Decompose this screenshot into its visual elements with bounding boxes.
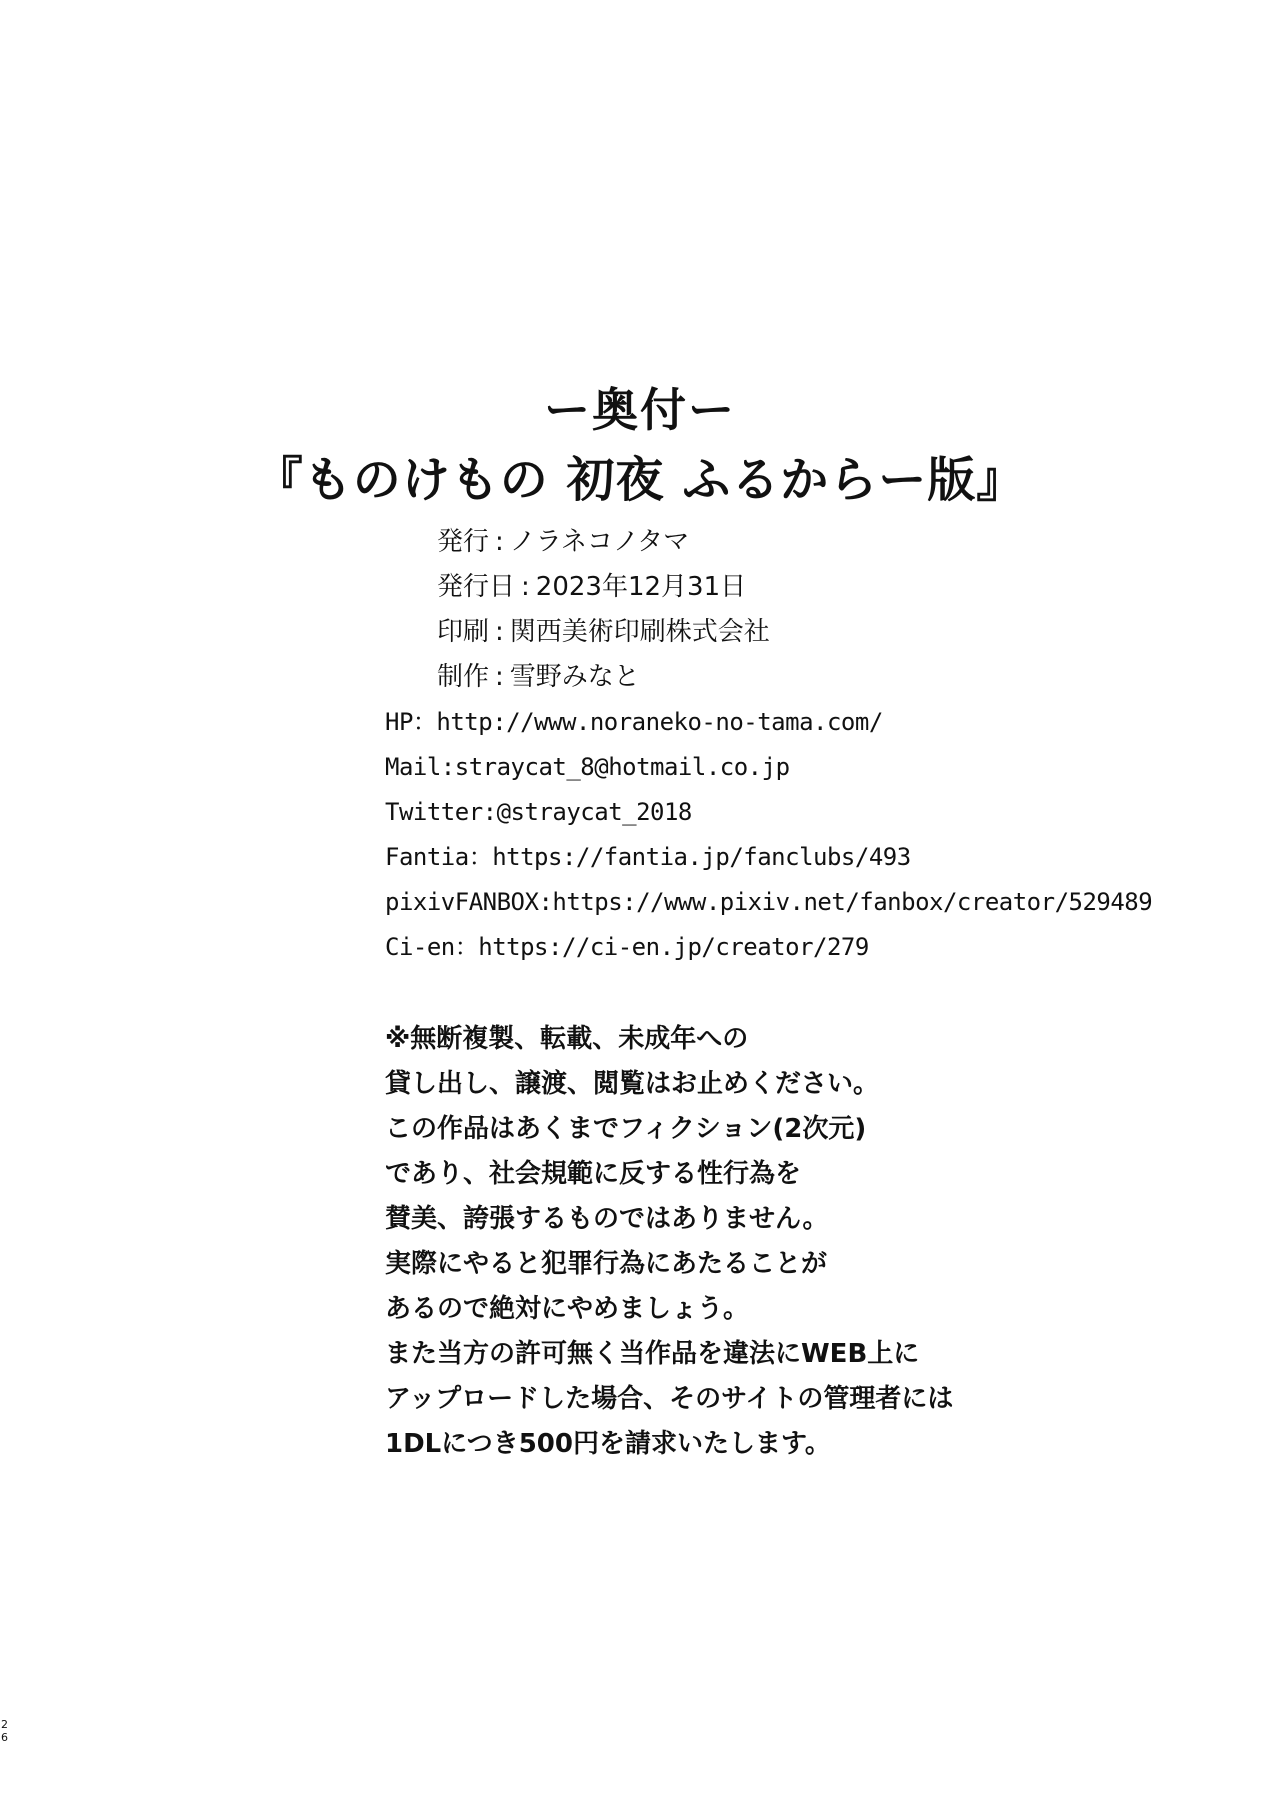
- legal-notice: [385, 1017, 1245, 1467]
- credit-label: 発行: [437, 527, 490, 557]
- credit-value: 2023年12月31日: [535, 572, 747, 602]
- credit-label: 制作: [437, 662, 490, 692]
- mail-link: Mail:straycat_8@hotmail.co.jp: [385, 753, 790, 781]
- homepage-link: HP：http://www.noraneko-no-tama.com/: [385, 708, 883, 736]
- page-number: [1, 1718, 13, 1744]
- fanbox-link: pixivFANBOX:https://www.pixiv.net/fanbox/creator/529489: [385, 888, 1153, 916]
- credit-separator: :: [495, 617, 504, 647]
- credit-printer: [437, 610, 1137, 655]
- notice-line: 1DLにつき500円を請求いたします。: [385, 1429, 831, 1459]
- notice-line: また当方の許可無く当作品を違法にWEB上に: [385, 1339, 920, 1369]
- book-title: 『ものけもの 初夜 ふるからー版』: [254, 452, 1026, 508]
- notice-line: 賛美、誇張するものではありません。: [385, 1204, 829, 1234]
- notice-line: あるので絶対にやめましょう。: [385, 1294, 750, 1324]
- notice-line: ※無断複製、転載、未成年への: [385, 1024, 749, 1054]
- notice-line: アップロードした場合、そのサイトの管理者には: [385, 1384, 954, 1414]
- page-number-digit: 2: [1, 1718, 8, 1731]
- credit-label: 印刷: [437, 617, 490, 647]
- credit-separator: :: [521, 572, 530, 602]
- credit-author: [437, 655, 1137, 700]
- credit-publish-date: [437, 565, 1137, 610]
- page-number-digit: 6: [1, 1731, 8, 1744]
- twitter-link: Twitter:@straycat_2018: [385, 798, 692, 826]
- notice-line: 貸し出し、譲渡、閲覧はお止めください。: [385, 1069, 880, 1099]
- credits-list: [437, 520, 1137, 700]
- colophon-heading: ー奥付ー: [544, 383, 736, 437]
- credit-separator: :: [495, 662, 504, 692]
- notice-line: 実際にやると犯罪行為にあたることが: [385, 1249, 828, 1279]
- credit-value: ノラネコノタマ: [509, 527, 690, 557]
- credit-value: 雪野みなと: [509, 662, 640, 692]
- credit-value: 関西美術印刷株式会社: [509, 617, 770, 647]
- contact-links: [385, 700, 1265, 970]
- notice-line: この作品はあくまでフィクション(2次元): [385, 1114, 867, 1144]
- notice-line: であり、社会規範に反する性行為を: [385, 1159, 802, 1189]
- credit-label: 発行日: [437, 572, 516, 602]
- ci-en-link: Ci-en：https://ci-en.jp/creator/279: [385, 933, 869, 961]
- credit-separator: :: [495, 527, 504, 557]
- fantia-link: Fantia：https://fantia.jp/fanclubs/493: [385, 843, 911, 871]
- credit-publisher: [437, 520, 1137, 565]
